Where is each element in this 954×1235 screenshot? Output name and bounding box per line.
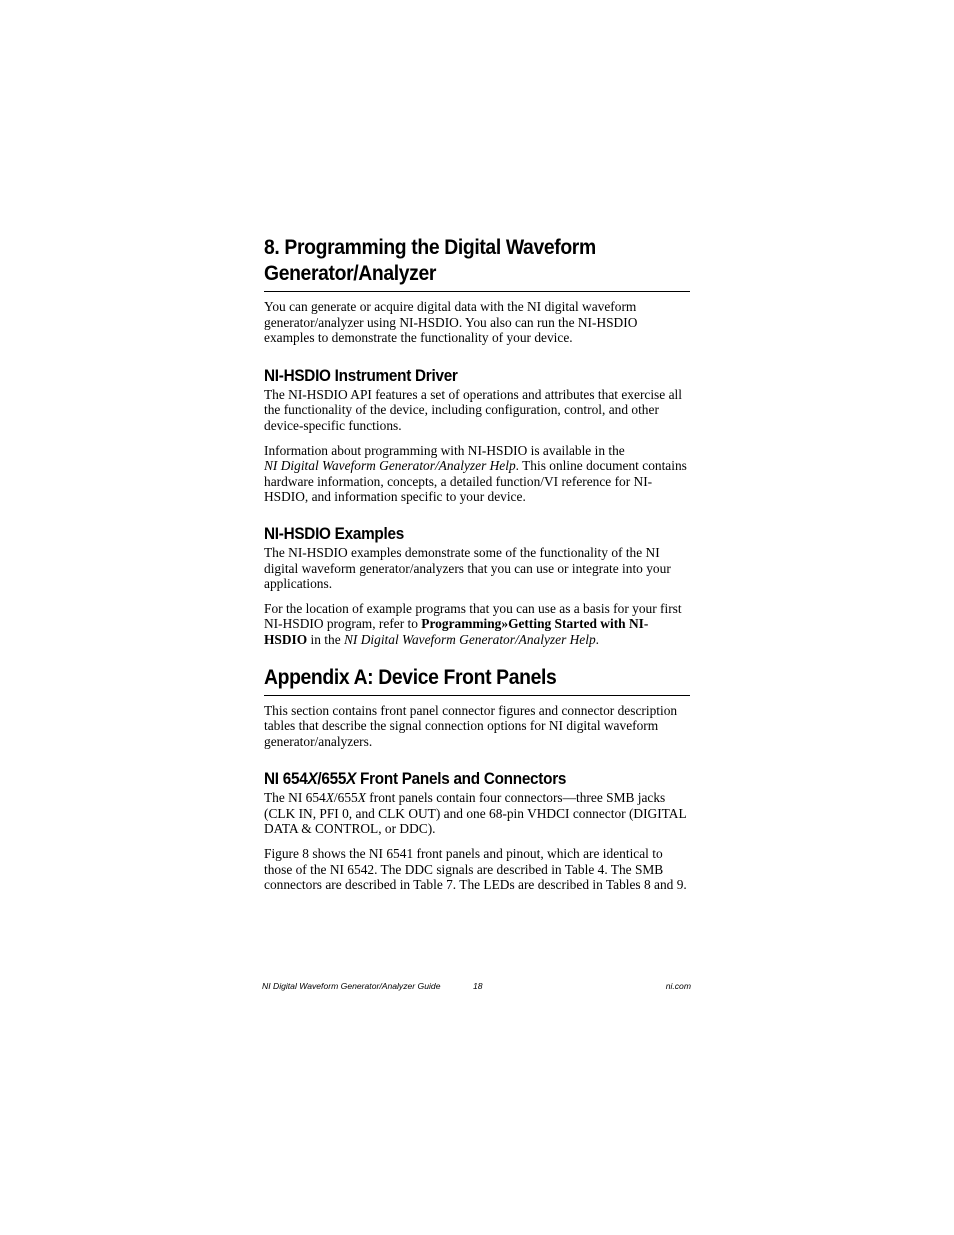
subheading-front-panels: NI 654X/655X Front Panels and Connectors [264, 769, 567, 789]
section-heading-appendix: Appendix A: Device Front Panels [264, 664, 557, 689]
heading-rule [264, 291, 690, 292]
page-content [264, 234, 690, 893]
heading-rule [264, 695, 690, 696]
examples-paragraph-2: For the location of example programs that you can use as a basis for your first NI-HSDIO program, refer to Programming»Getting Started with NI-HSDIO in the NI Digital Waveform Generator/Analyzer Help. [264, 600, 682, 647]
subheading-instrument-driver: NI-HSDIO Instrument Driver [264, 365, 458, 385]
footer-page-number: 18 [473, 981, 483, 991]
front-panels-paragraph-2: Figure 8 shows the NI 6541 front panels and pinout, which are identical to those of the NI 6542. The DDC signals are described in Table 4. The SMB connectors are described in Table 7. The LEDs are described in Tables 8 and 9. [264, 846, 687, 893]
menu-path-reference: Programming»Getting Started with NI-HSDIO [264, 616, 649, 647]
heading-line-1: 8. Programming the Digital Waveform [264, 235, 596, 259]
driver-paragraph-1: The NI-HSDIO API features a set of operations and attributes that exercise all the functionality of the device, including configuration, control, and other device-specific functions. [264, 386, 682, 433]
programming-intro: You can generate or acquire digital data with the NI digital waveform generator/analyzer using NI-HSDIO. You also can run the NI-HSDIO examples to demonstrate the functionality of your device. [264, 299, 638, 346]
appendix-intro: This section contains front panel connector figures and connector description tables that describe the signal connection options for NI digital waveform generator/analyzers. [264, 702, 678, 749]
footer-guide-title: NI Digital Waveform Generator/Analyzer Guide [262, 981, 441, 991]
heading-line-2: Generator/Analyzer [264, 261, 437, 285]
footer-website: ni.com [665, 981, 691, 991]
help-doc-reference: NI Digital Waveform Generator/Analyzer Help [264, 458, 516, 474]
examples-paragraph-1: The NI-HSDIO examples demonstrate some of the functionality of the NI digital waveform generator/analyzers that you can use or integrate into your applications. [264, 544, 671, 592]
help-doc-reference: NI Digital Waveform Generator/Analyzer Help [344, 631, 596, 647]
driver-paragraph-2: Information about programming with NI-HSDIO is available in the NI Digital Waveform Generator/Analyzer Help. This online document contains hardware information, concepts, a detailed function/VI reference for NI-HSDIO, and information specific to your device. [264, 442, 687, 505]
front-panels-paragraph-1: The NI 654X/655X front panels contain four connectors—three SMB jacks (CLK IN, PFI 0, and CLK OUT) and one 68-pin VHDCI connector (DIGITAL DATA & CONTROL, or DDC). [264, 790, 687, 837]
section-heading-programming [264, 234, 690, 291]
subheading-examples: NI-HSDIO Examples [264, 523, 404, 543]
